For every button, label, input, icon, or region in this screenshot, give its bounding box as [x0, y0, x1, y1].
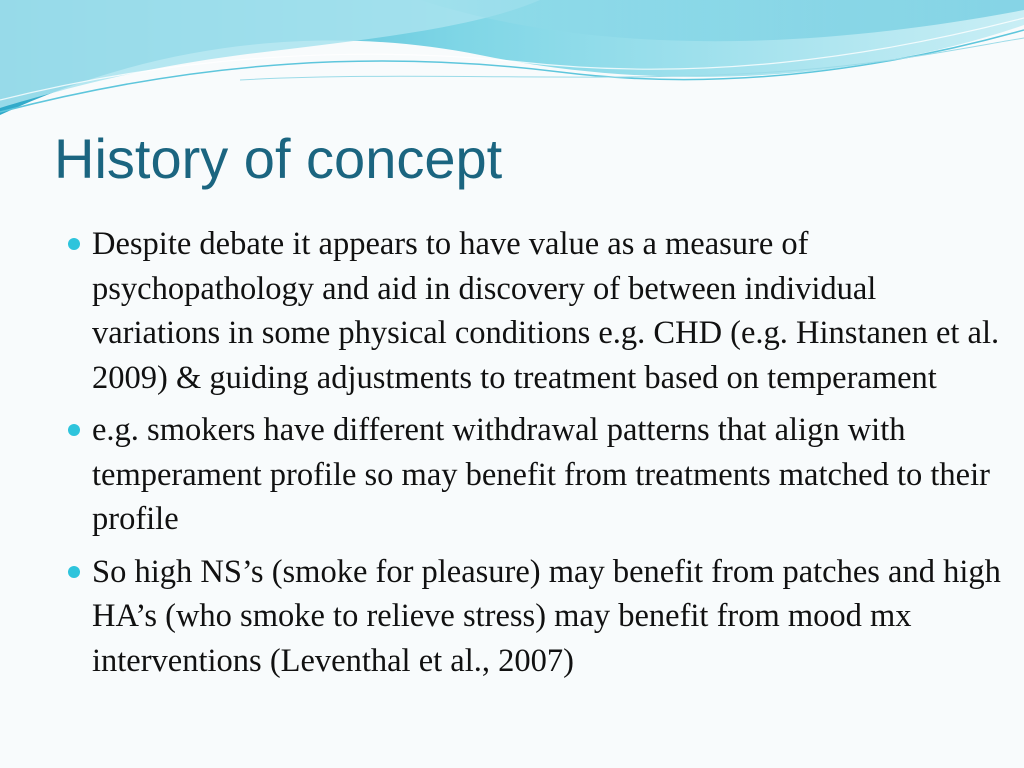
bullet-marker-icon	[68, 424, 80, 436]
bullet-item	[62, 408, 1012, 542]
bullet-marker-icon	[68, 566, 80, 578]
header-wave-decoration	[0, 0, 1024, 130]
bullet-text: So high NS’s (smoke for pleasure) may benefit from patches and high HA’s (who smoke to relieve stress) may benefit from mood mx interventions (Leventhal et al., 2007)	[92, 553, 1001, 679]
bullet-item	[62, 550, 1012, 684]
bullet-list	[62, 222, 1012, 691]
bullet-text: Despite debate it appears to have value as a measure of psychopathology and aid in discovery of between individual variations in some physical conditions e.g. CHD (e.g. Hinstanen et al. 2009) & guiding adjustments to treatment based on temperament	[92, 226, 1000, 396]
bullet-marker-icon	[68, 238, 80, 250]
slide-title: History of concept	[54, 127, 503, 190]
wave-front	[0, 0, 540, 108]
bullet-text: e.g. smokers have different withdrawal patterns that align with temperament profile so may benefit from treatments matched to their profile	[92, 412, 990, 537]
bullet-item	[62, 222, 1012, 400]
